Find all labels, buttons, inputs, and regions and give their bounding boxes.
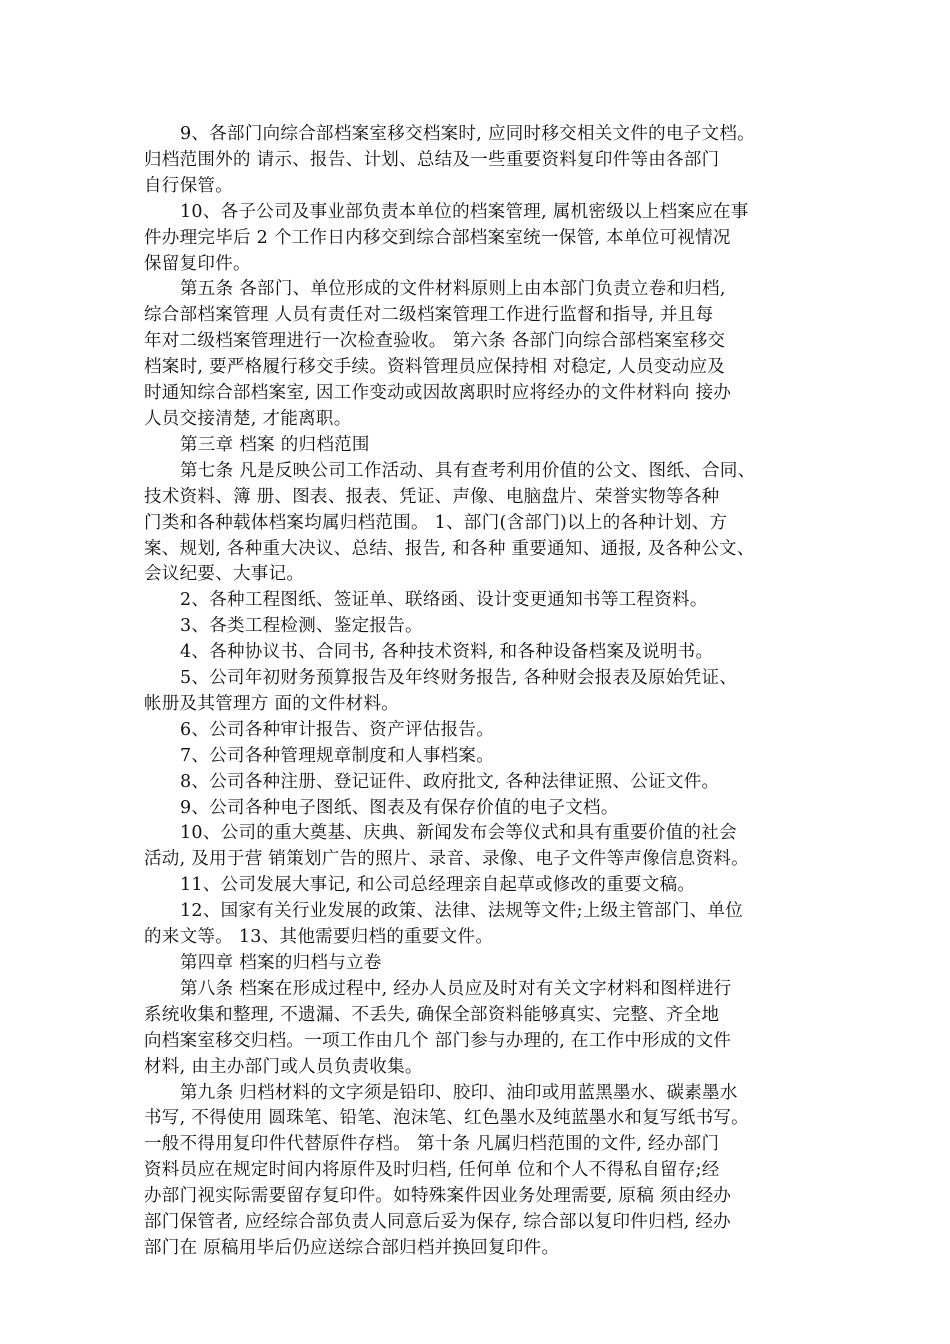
text-line: 7、公司各种管理规章制度和人事档案。 xyxy=(180,745,495,766)
paragraph xyxy=(144,744,824,770)
text-line: 归档范围外的 请示、报告、计划、总结及一些重要资料复印件等由各部门 xyxy=(144,149,720,170)
paragraph xyxy=(144,899,824,951)
text-line: 年对二级档案管理进行一次检查验收。 第六条 各部门向综合部档案室移交 xyxy=(144,331,726,352)
text-line: 5、公司年初财务预算报告及年终财务报告, 各种财会报表及原始凭证、 xyxy=(180,668,738,689)
paragraph xyxy=(144,614,824,640)
text-line: 2、各种工程图纸、签证单、联络函、设计变更通知书等工程资料。 xyxy=(180,590,708,611)
text-line: 9、各部门向综合部档案室移交档案时, 应同时移交相关文件的电子文档。 xyxy=(180,124,755,144)
paragraph xyxy=(144,821,824,873)
paragraph xyxy=(144,122,824,200)
text-line: 件办理完毕后 2 个工作日内移交到综合部档案室统一保管, 本单位可视情况 xyxy=(144,227,731,248)
text-line: 材料, 由主办部门或人员负责收集。 xyxy=(144,1056,423,1077)
text-line: 向档案室移交归档。一项工作由几个 部门参与办理的, 在工作中形成的文件 xyxy=(144,1030,732,1051)
text-line: 门类和各种载体档案均属归档范围。 1、部门(含部门)以上的各种计划、方 xyxy=(144,512,728,533)
text-line: 办部门视实际需要留存复印件。如特殊案件因业务处理需要, 原稿 须由经办 xyxy=(144,1186,732,1207)
text-line: 10、公司的重大奠基、庆典、新闻发布会等仪式和具有重要价值的社会 xyxy=(180,823,737,844)
text-line: 第五条 各部门、单位形成的文件材料原则上由本部门负责立卷和归档, xyxy=(180,279,726,300)
text-line: 技术资料、簿 册、图表、报表、凭证、声像、电脑盘片、荣誉实物等各种 xyxy=(144,486,720,507)
text-line: 9、公司各种电子图纸、图表及有保存价值的电子文档。 xyxy=(180,797,619,818)
text-line: 6、公司各种审计报告、资产评估报告。 xyxy=(180,719,495,740)
text-line: 11、公司发展大事记, 和公司总经理亲自起草或修改的重要文稿。 xyxy=(180,875,696,896)
paragraph xyxy=(144,770,824,796)
text-line: 4、各种协议书、合同书, 各种技术资料, 和各种设备档案及说明书。 xyxy=(180,642,714,663)
document-body xyxy=(144,122,824,1262)
text-line: 资料员应在规定时间内将原件及时归档, 任何单 位和个人不得私自留存;经 xyxy=(144,1160,720,1181)
paragraph xyxy=(144,951,824,977)
text-line: 系统收集和整理, 不遗漏、不丢失, 确保全部资料能够真实、完整、齐全地 xyxy=(144,1004,720,1025)
text-line: 的来文等。 13、其他需要归档的重要文件。 xyxy=(144,927,494,948)
paragraph xyxy=(144,666,824,718)
text-line: 会议纪要、大事记。 xyxy=(144,564,305,585)
text-line: 档案时, 要严格履行移交手续。资料管理员应保持相 对稳定, 人员变动应及 xyxy=(144,357,726,378)
paragraph xyxy=(144,200,824,278)
paragraph xyxy=(144,977,824,1081)
paragraph xyxy=(144,873,824,899)
text-line: 帐册及其管理方 面的文件材料。 xyxy=(144,693,400,714)
text-line: 12、国家有关行业发展的政策、法律、法规等文件;上级主管部门、单位 xyxy=(180,901,744,922)
text-line: 10、各子公司及事业部负责本单位的档案管理, 属机密级以上档案应在事 xyxy=(180,201,749,222)
text-line: 第三章 档案 的归档范围 xyxy=(180,434,370,455)
text-line: 活动, 及用于营 销策划广告的照片、录音、录像、电子文件等声像信息资料。 xyxy=(144,849,749,870)
text-line: 3、各类工程检测、鉴定报告。 xyxy=(180,616,423,637)
text-line: 综合部档案管理 人员有责任对二级档案管理工作进行监督和指导, 并且每 xyxy=(144,305,714,326)
text-line: 第九条 归档材料的文字须是铅印、胶印、油印或用蓝黑墨水、碳素墨水 xyxy=(180,1082,738,1103)
text-line: 8、公司各种注册、登记证件、政府批文, 各种法律证照、公证文件。 xyxy=(180,771,720,792)
text-line: 保留复印件。 xyxy=(144,253,251,274)
paragraph xyxy=(144,459,824,589)
text-line: 第七条 凡是反映公司工作活动、具有查考利用价值的公文、图纸、合同、 xyxy=(180,460,756,481)
text-line: 案、规划, 各种重大决议、总结、报告, 和各种 重要通知、通报, 及各种公文、 xyxy=(144,538,755,559)
text-line: 自行保管。 xyxy=(144,175,233,196)
paragraph xyxy=(144,640,824,666)
text-line: 人员交接清楚, 才能离职。 xyxy=(144,408,352,429)
text-line: 书写, 不得使用 圆珠笔、铅笔、泡沫笔、红色墨水及纯蓝墨水和复写纸书写。 xyxy=(144,1108,749,1129)
text-line: 一般不得用复印件代替原件存档。 第十条 凡属归档范围的文件, 经办部门 xyxy=(144,1134,720,1155)
paragraph xyxy=(144,796,824,822)
text-line: 第八条 档案在形成过程中, 经办人员应及时对有关文字材料和图样进行 xyxy=(180,978,732,999)
text-line: 部门保管者, 应经综合部负责人同意后妥为保存, 综合部以复印件归档, 经办 xyxy=(144,1212,731,1233)
text-line: 第四章 档案的归档与立卷 xyxy=(180,953,382,973)
paragraph xyxy=(144,433,824,459)
paragraph xyxy=(144,277,824,432)
paragraph xyxy=(144,718,824,744)
text-line: 时通知综合部档案室, 因工作变动或因故离职时应将经办的文件材料向 接办 xyxy=(144,383,732,404)
paragraph xyxy=(144,1081,824,1262)
paragraph xyxy=(144,588,824,614)
text-line: 部门在 原稿用毕后仍应送综合部归档并换回复印件。 xyxy=(144,1237,560,1258)
